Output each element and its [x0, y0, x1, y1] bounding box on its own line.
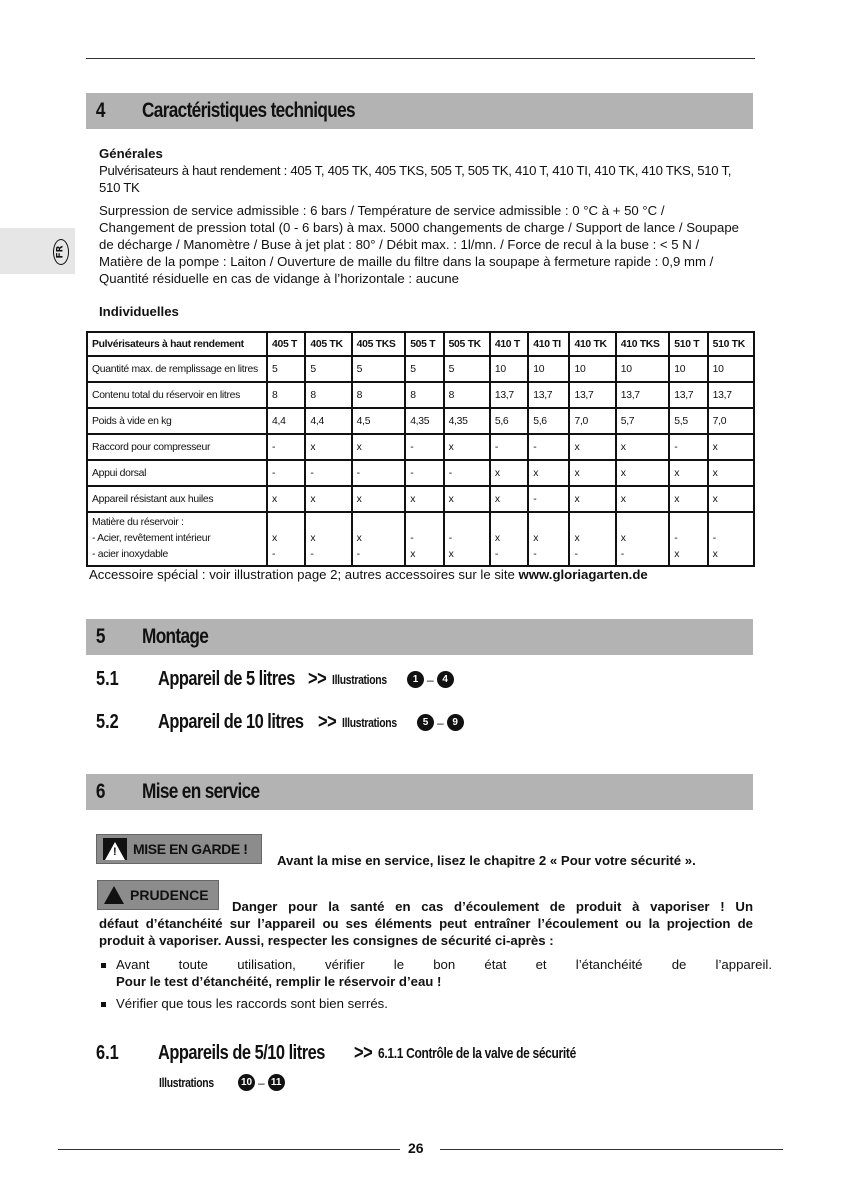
table-cell: x: [528, 460, 569, 486]
footer-rule-left: [58, 1149, 400, 1150]
bullet-text: Avant toute utilisation, vérifier le bon état et l’étanchéité de l’appareil.: [116, 957, 772, 972]
table-row: [87, 356, 754, 382]
subsection-number: 5.1: [96, 668, 119, 690]
illustration-number-icon[interactable]: 1: [407, 671, 424, 688]
table-header-cell: 405 TKS: [352, 332, 406, 356]
table-cell: 8: [305, 382, 351, 408]
table-header-cell: 510 T: [669, 332, 707, 356]
table-cell: 13,7: [569, 382, 615, 408]
table-cell: 5,5: [669, 408, 707, 434]
caution-label: PRUDENCE: [130, 887, 209, 903]
table-cell: x: [569, 434, 615, 460]
table-cell: 8: [444, 382, 490, 408]
table-cell: -: [267, 434, 305, 460]
subsection-title: Appareil de 5 litres: [158, 668, 295, 690]
table-cell: -: [405, 460, 443, 486]
table-cell: -: [444, 460, 490, 486]
general-models: Pulvérisateurs à haut rendement : 405 T, 405 TK, 405 TKS, 505 T, 505 TK, 410 T, 410 TI, 410 TK, 410 TKS, 510 T, 510 TK: [99, 163, 732, 195]
table-cell: 10: [616, 356, 670, 382]
table-cell: - x: [708, 512, 754, 566]
table-cell: 5,7: [616, 408, 670, 434]
table-cell: 4,5: [352, 408, 406, 434]
warning-badge: [96, 834, 262, 864]
accessory-note: [89, 566, 755, 583]
accessory-link[interactable]: www.gloriagarten.de: [518, 567, 648, 582]
arrow-icon: >>: [354, 1042, 373, 1064]
section-4-heading: [86, 93, 753, 129]
spec-table: [86, 331, 755, 567]
subsection-title: Appareils de 5/10 litres: [158, 1042, 325, 1064]
top-rule: [86, 58, 755, 59]
caution-text-first: Danger pour la santé en cas d’écoulement de produit à vaporiser ! Un: [232, 899, 753, 914]
table-cell: 4,35: [444, 408, 490, 434]
table-header-cell: 510 TK: [708, 332, 754, 356]
table-cell: 5: [352, 356, 406, 382]
table-cell: 13,7: [616, 382, 670, 408]
table-cell: 10: [528, 356, 569, 382]
illustration-number-icon[interactable]: 5: [417, 714, 434, 731]
table-cell: 10: [708, 356, 754, 382]
table-cell: x: [569, 460, 615, 486]
subsection-number: 5.2: [96, 711, 119, 733]
table-cell: x: [352, 486, 406, 512]
bullet-text: Vérifier que tous les raccords sont bien serrés.: [116, 996, 388, 1011]
warning-label: MISE EN GARDE !: [133, 841, 248, 857]
table-cell: 8: [405, 382, 443, 408]
table-cell: - x: [669, 512, 707, 566]
material-label-line: - Acier, revêtement intérieur: [92, 533, 211, 544]
table-cell: x: [352, 434, 406, 460]
section-title: Montage: [142, 625, 209, 648]
table-cell: - x: [444, 512, 490, 566]
table-cell: 4,4: [267, 408, 305, 434]
table-cell: -: [267, 460, 305, 486]
row-label: Appareil résistant aux huiles: [87, 486, 267, 512]
general-specs: [99, 145, 739, 287]
table-cell: x -: [267, 512, 305, 566]
table-cell: x: [616, 434, 670, 460]
row-label: Contenu total du réservoir en litres: [87, 382, 267, 408]
subsection-6-1: [96, 1042, 625, 1065]
table-cell: x: [490, 460, 528, 486]
table-cell: 13,7: [708, 382, 754, 408]
table-cell: 5: [305, 356, 351, 382]
language-code: FR: [55, 245, 66, 259]
table-cell: x: [669, 486, 707, 512]
table-cell: 8: [267, 382, 305, 408]
illustrations-label: Illustrations: [342, 715, 397, 730]
section-title: Caractéristiques techniques: [142, 99, 355, 122]
table-cell: -: [528, 434, 569, 460]
row-label: Raccord pour compresseur: [87, 434, 267, 460]
table-cell: 5,6: [528, 408, 569, 434]
material-label-line: Matière du réservoir :: [92, 517, 184, 528]
table-cell: x -: [616, 512, 670, 566]
subsection-number: 6.1: [96, 1042, 119, 1064]
table-cell: -: [305, 460, 351, 486]
illustration-number-icon[interactable]: 9: [447, 714, 464, 731]
table-row: [87, 486, 754, 512]
individual-heading: Individuelles: [99, 304, 179, 319]
caution-badge: [97, 880, 219, 910]
section-number: 6: [95, 780, 106, 803]
range-dash: –: [437, 715, 444, 730]
table-cell: x: [708, 486, 754, 512]
footer-rule-right: [440, 1149, 783, 1150]
table-cell: 13,7: [528, 382, 569, 408]
table-cell: 5: [444, 356, 490, 382]
table-row: [87, 460, 754, 486]
table-header-cell: 405 T: [267, 332, 305, 356]
table-cell: 5: [405, 356, 443, 382]
section-title: Mise en service: [142, 780, 260, 803]
table-cell: 10: [490, 356, 528, 382]
caution-triangle-icon: [104, 886, 124, 904]
material-label-line: - acier inoxydable: [92, 549, 169, 560]
table-cell: x -: [569, 512, 615, 566]
table-cell: 10: [569, 356, 615, 382]
general-specs-text: Surpression de service admissible : 6 bars / Température de service admissible : 0 °C à + 50 °C / Changement de pression total (0 - 6 bars) à max. 5000 changements de charge / Support de lance / Soupape de décharge / Manomètre / Buse à jet plat : 80° / Débit max. : 1l/mn. / Force de recul à la buse : < 5 N / Matière de la pompe : Laiton / Ouverture de maille du filtre dans la soupape à fermeture rapide : 0,9 mm / Quantité résiduelle en cas de vidange à l’horizontale : aucune: [99, 203, 739, 286]
table-cell: 5,6: [490, 408, 528, 434]
illustrations-label: Illustrations: [159, 1075, 214, 1090]
warning-triangle-icon: [103, 838, 127, 860]
row-label: Appui dorsal: [87, 460, 267, 486]
table-header-row: [87, 332, 754, 356]
table-cell: -: [405, 434, 443, 460]
row-label: Poids à vide en kg: [87, 408, 267, 434]
section-5-heading: [86, 619, 753, 655]
bullet-text-bold: Pour le test d’étanchéité, remplir le réservoir d’eau !: [116, 974, 442, 989]
accessory-text: Accessoire spécial : voir illustration page 2; autres accessoires sur le site: [89, 567, 519, 582]
table-cell: x -: [352, 512, 406, 566]
table-cell: x: [490, 486, 528, 512]
page-number: 26: [408, 1140, 424, 1156]
section-number: 5: [95, 625, 106, 648]
range-dash: –: [258, 1075, 265, 1090]
section-6-heading: [86, 774, 753, 810]
subsection-title: Appareil de 10 litres: [158, 711, 304, 733]
table-header-cell: 410 T: [490, 332, 528, 356]
table-cell: x -: [490, 512, 528, 566]
table-cell: 5: [267, 356, 305, 382]
illustration-number-icon[interactable]: 4: [437, 671, 454, 688]
table-cell: 7,0: [569, 408, 615, 434]
table-cell: x: [305, 434, 351, 460]
table-header-cell: 410 TK: [569, 332, 615, 356]
table-header-cell: 505 TK: [444, 332, 490, 356]
cross-reference[interactable]: 6.1.1 Contrôle de la valve de sécurité: [378, 1045, 576, 1062]
table-row: [87, 408, 754, 434]
row-label: [87, 512, 267, 566]
caution-text-rest: défaut d’étanchéité sur l’appareil ou ses éléments peut entraîner l’écoulement ou la projection de produit à vaporiser. Aussi, respecter les consignes de sécurité ci-après :: [99, 916, 753, 948]
table-cell: - x: [405, 512, 443, 566]
table-cell: -: [352, 460, 406, 486]
table-cell: 4,35: [405, 408, 443, 434]
section-number: 4: [95, 99, 106, 122]
table-header-cell: 505 T: [405, 332, 443, 356]
table-cell: 10: [669, 356, 707, 382]
table-cell: 13,7: [669, 382, 707, 408]
table-cell: x: [669, 460, 707, 486]
table-cell: x: [708, 460, 754, 486]
table-cell: -: [490, 434, 528, 460]
table-cell: x -: [305, 512, 351, 566]
table-cell: 13,7: [490, 382, 528, 408]
table-cell: x: [569, 486, 615, 512]
table-header-cell: 405 TK: [305, 332, 351, 356]
table-header-cell: 410 TI: [528, 332, 569, 356]
range-dash: –: [427, 672, 434, 687]
table-cell: x: [444, 486, 490, 512]
illustrations-6-1: [159, 1074, 288, 1091]
subsection-5-1: [96, 668, 457, 691]
table-header-cell: Pulvérisateurs à haut rendement: [87, 332, 267, 356]
table-cell: 7,0: [708, 408, 754, 434]
table-cell: -: [669, 434, 707, 460]
illustrations-label: Illustrations: [332, 672, 387, 687]
general-heading: Générales: [99, 146, 163, 161]
table-cell: x: [616, 460, 670, 486]
bullet-item: [99, 956, 772, 990]
table-cell: x: [305, 486, 351, 512]
subsection-5-2: [96, 711, 467, 734]
table-header-cell: 410 TKS: [616, 332, 670, 356]
warning-text: Avant la mise en service, lisez le chapitre 2 « Pour votre sécurité ».: [277, 853, 696, 868]
illustration-number-icon[interactable]: 10: [238, 1074, 255, 1091]
table-cell: x: [405, 486, 443, 512]
table-row: [87, 382, 754, 408]
table-cell: x: [708, 434, 754, 460]
table-cell: -: [528, 486, 569, 512]
table-cell: x: [616, 486, 670, 512]
bullet-item: [99, 995, 772, 1012]
arrow-icon: >>: [308, 668, 327, 690]
table-row: [87, 434, 754, 460]
table-cell: x: [444, 434, 490, 460]
table-cell: x: [267, 486, 305, 512]
arrow-icon: >>: [318, 711, 337, 733]
row-label: Quantité max. de remplissage en litres: [87, 356, 267, 382]
table-row-material: [87, 512, 754, 566]
language-badge: [53, 239, 69, 265]
table-cell: 4,4: [305, 408, 351, 434]
table-cell: 8: [352, 382, 406, 408]
table-cell: x -: [528, 512, 569, 566]
illustration-number-icon[interactable]: 11: [268, 1074, 285, 1091]
